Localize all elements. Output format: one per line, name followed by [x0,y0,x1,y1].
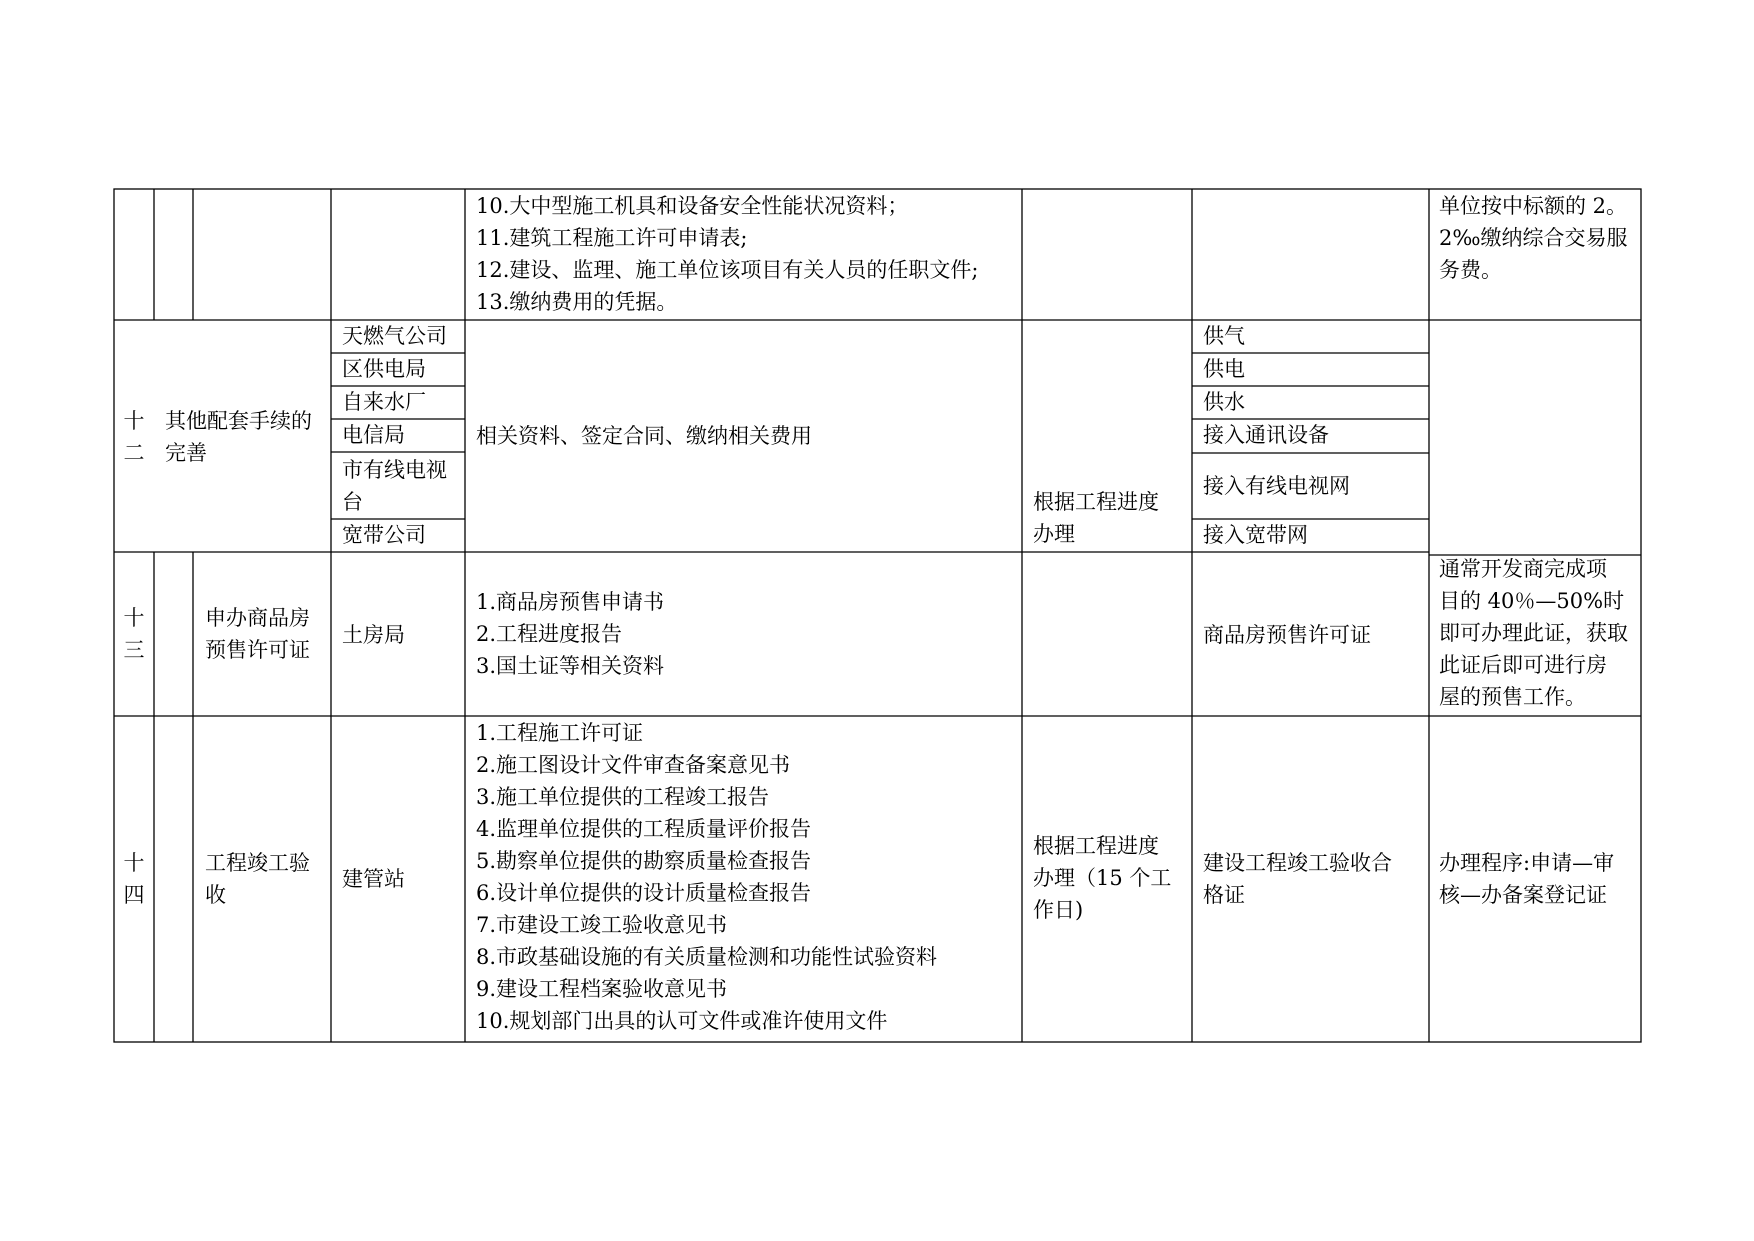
result-label: 供水 [1203,390,1245,414]
row1-note-line: 2‰缴纳综合交易服 [1439,226,1628,250]
row1-content-line: 10.大中型施工机具和设备安全性能状况资料； [476,194,909,218]
row-number-char: 十 [123,409,145,433]
department-label: 区供电局 [342,357,426,381]
result-line: 建设工程竣工验收合 [1203,851,1392,875]
row-number-char: 十 [123,606,145,630]
item-line: 申办商品房 [205,606,310,630]
content-line: 2.施工图设计文件审查备案意见书 [476,753,791,777]
row13-department: 土房局 [342,623,405,647]
item-line: 其他配套手续的 [165,409,312,433]
row14-result [1203,847,1425,911]
result-label: 接入宽带网 [1203,523,1308,547]
row13-note [1439,553,1635,713]
result-line: 格证 [1203,883,1245,907]
note-line: 即可办理此证，获取 [1439,621,1628,645]
content-line: 8.市政基础设施的有关质量检测和功能性试验资料 [476,945,938,969]
row14-department: 建管站 [342,867,405,891]
content-line: 4.监理单位提供的工程质量评价报告 [476,817,812,841]
department-label: 宽带公司 [342,523,426,547]
note-line: 屋的预售工作。 [1439,685,1586,709]
row-number-char: 十 [123,851,145,875]
item-line: 收 [205,883,226,907]
row14-item [205,847,329,911]
row14-time [1033,830,1188,926]
item-line: 工程竣工验 [205,851,310,875]
content-line: 1.商品房预售申请书 [476,590,665,614]
note-line: 核—办备案登记证 [1439,883,1607,907]
row12-content: 相关资料、签定合同、缴纳相关费用 [476,424,812,448]
content-line: 6.设计单位提供的设计质量检查报告 [476,881,812,905]
department-label: 自来水厂 [342,390,426,414]
row1-content-line: 13.缴纳费用的凭据。 [476,290,678,314]
row1-note-cell [1439,190,1635,286]
content-line: 10.规划部门出具的认可文件或准许使用文件 [476,1009,888,1033]
row1-content-line: 12.建设、监理、施工单位该项目有关人员的任职文件; [476,258,979,282]
department-label: 台 [342,490,363,514]
row13-item [205,602,329,666]
content-line: 9.建设工程档案验收意见书 [476,977,728,1001]
row13-result: 商品房预售许可证 [1203,623,1371,647]
row1-note-line: 务费。 [1439,258,1502,282]
content-line: 3.国土证等相关资料 [476,654,665,678]
time-line: 办理 [1033,522,1075,546]
row14-number [117,847,151,911]
content-line: 1.工程施工许可证 [476,721,644,745]
row13-number [117,602,151,666]
note-line: 此证后即可进行房 [1439,653,1607,677]
department-label: 市有线电视 [342,458,447,482]
row12-number [117,405,151,469]
item-line: 预售许可证 [205,638,310,662]
content-line: 7.市建设工竣工验收意见书 [476,913,728,937]
note-line: 办理程序:申请—审 [1439,851,1615,875]
content-line: 3.施工单位提供的工程竣工报告 [476,785,770,809]
result-label: 接入有线电视网 [1203,474,1350,498]
shared-time-cell [1033,486,1188,550]
result-label: 接入通讯设备 [1203,423,1329,447]
row13-content [476,586,1016,682]
content-line: 5.勘察单位提供的勘察质量检查报告 [476,849,812,873]
time-line: 根据工程进度 [1033,834,1159,858]
row1-content-line: 11.建筑工程施工许可申请表; [476,226,748,250]
row14-note [1439,847,1635,911]
content-line: 2.工程进度报告 [476,622,623,646]
row1-note-line: 单位按中标额的 2。 [1439,194,1628,218]
note-line: 目的 40％—50%时 [1439,589,1625,613]
result-label: 供电 [1203,357,1245,381]
time-line: 根据工程进度 [1033,490,1159,514]
time-line: 作日) [1033,898,1084,922]
row-number-char: 二 [123,441,145,465]
department-label: 电信局 [342,423,405,447]
time-line: 办理（15 个工 [1033,866,1172,890]
row12-item [165,405,329,469]
item-line: 完善 [165,441,207,465]
row-number-char: 四 [123,883,145,907]
department-label: 天燃气公司 [342,324,447,348]
row-number-char: 三 [123,638,145,662]
note-line: 通常开发商完成项 [1439,557,1607,581]
result-label: 供气 [1203,324,1245,348]
row1-content-cell [476,190,1016,318]
row14-content [476,717,1016,1037]
